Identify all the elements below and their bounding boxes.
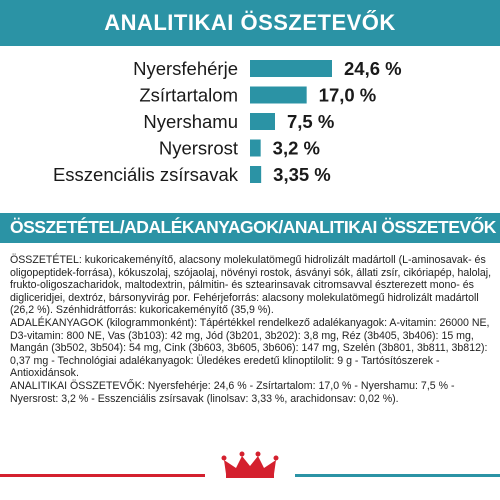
category-label: Zsírtartalom xyxy=(139,84,238,106)
bar xyxy=(250,87,307,104)
analytical-paragraph: ANALITIKAI ÖSSZETEVŐK: Nyersfehérje: 24,6 % - Zsírtartalom: 17,0 % - Nyershamu: 7,5 % - Nyersrost: 3,2 % - Esszenciális zsírsavak (linolsav: 3,33 %, arachidonsav: 0,02 %). xyxy=(10,379,455,405)
additives-paragraph: ADALÉKANYAGOK (kilogrammonként): Tápértékkel rendelkező adalékanyagok: A-vitamin: 26000 NE, D3-vitamin: 800 NE, Vas (3b103): 42 mg, Jód (3b201, 3b202): 3,8 mg, Réz (3b405, 3b406): 15 mg, Mangán (3b502, 3b504): 54 mg, Cink (3b603, 3b605, 3b606): 147 mg, Szelén (3b801, 3b811, 3b812): 0,37 mg - Technológiai adalékanyagok: Üledékes eredetű klinoptilolit: 9 g - Tartósítószerek - Antioxidánsok. xyxy=(10,316,490,380)
composition-text xyxy=(10,254,494,405)
bar xyxy=(250,140,261,157)
bar xyxy=(250,60,332,77)
chart-title: ANALITIKAI ÖSSZETEVŐK xyxy=(104,10,396,35)
value-label: 7,5 % xyxy=(287,111,335,132)
footer-line-left xyxy=(0,474,205,477)
analytical-bar-chart xyxy=(0,50,500,200)
category-label: Nyersrost xyxy=(158,137,238,159)
composition-paragraph: ÖSSZETÉTEL: kukoricakeményítő, alacsony molekulatömegű hidrolizált madártoll (L-aminosavak- és oligopeptidek-forrása), kókuszolaj, szójaolaj, növényi rostok, ásványi sók, állati zsír, cikóriapép, halolaj, frukto-oligoszacharidok, maltodextrin, pálmitin- és sztearinsavak citromsavval észterezett mono- és digliceridjei, dextróz, bársonyvirág por. Fehérjeforrás: alacsony molekulatömegű hidrolizált madártoll (26,2 %). Szénhidrátforrás: kukoricakeményítő (35,9 %). xyxy=(10,254,492,317)
footer-line-right xyxy=(295,474,500,477)
value-label: 3,35 % xyxy=(273,164,331,185)
value-label: 24,6 % xyxy=(344,58,402,79)
category-label: Esszenciális zsírsavak xyxy=(52,164,238,185)
bar xyxy=(250,113,275,130)
value-label: 3,2 % xyxy=(272,137,320,159)
category-label: Nyershamu xyxy=(143,111,238,132)
composition-title: ÖSSZETÉTEL/ADALÉKANYAGOK/ANALITIKAI ÖSSZETEVŐK xyxy=(10,217,496,237)
bar xyxy=(250,166,261,183)
value-label: 17,0 % xyxy=(318,84,377,106)
category-label: Nyersfehérje xyxy=(133,58,238,79)
royal-canin-crown-icon xyxy=(220,450,280,480)
